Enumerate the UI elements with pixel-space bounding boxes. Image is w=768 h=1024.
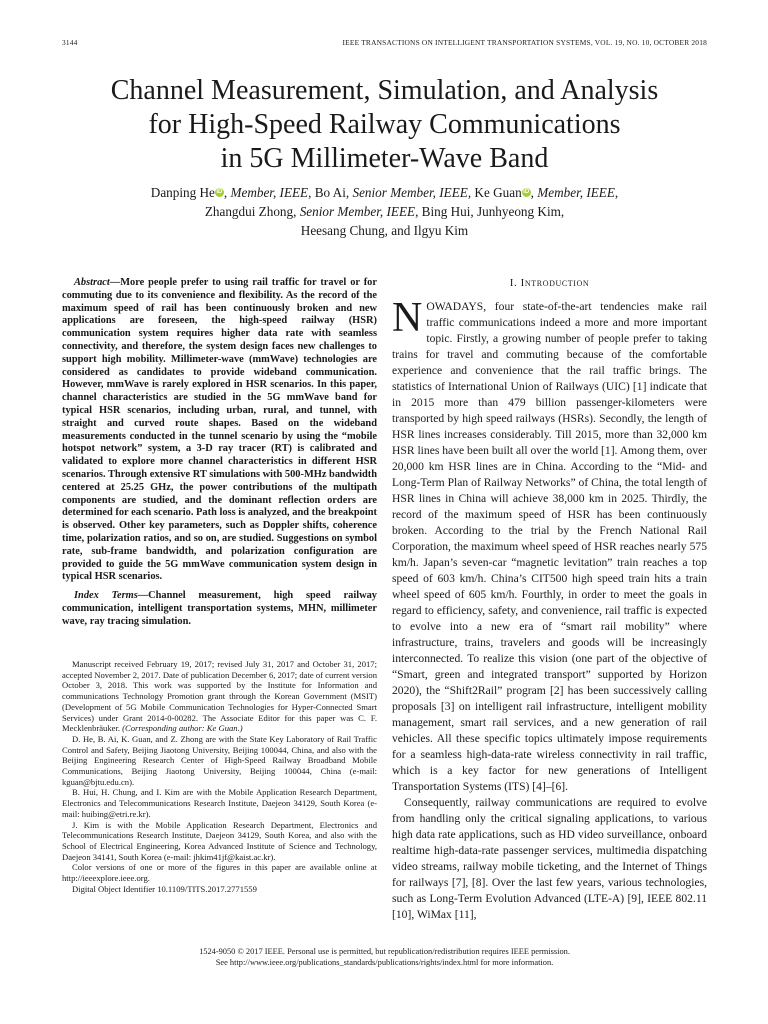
- footnote-affiliation: D. He, B. Ai, K. Guan, and Z. Zhong are with the State Key Laboratory of Rail Traffic Control and Safety, Beijing Jiaotong University, Beijing 100044, China, and also with the Beijing Engineering Research Center of High-Speed Railway Broadband Mobile Communications, Beijing Jiaotong University, Beijing 100044, China (e-mail: kguan@bjtu.edu.cn).: [62, 733, 377, 787]
- author-name: Zhangdui Zhong: [204, 204, 294, 219]
- abstract-label: Abstract: [74, 277, 110, 288]
- footnote-affiliation: B. Hui, H. Chung, and I. Kim are with the Mobile Application Research Department, Electronics and Telecommunications Research Institute, Daejeon 34129, South Korea (e-mail: huibing@etri.re.kr).: [62, 787, 377, 819]
- author-name: Bo Ai: [314, 185, 346, 200]
- corresponding-author: (Corresponding author: Ke Guan.): [122, 723, 243, 734]
- intro-paragraph-2: Consequently, railway communications are required to evolve from handling only the critical signaling applications, to various high data rate applications, such as HD video surveillance, onboard realtime high-data-rate passenger services, multimedia dispatching video streams, railway mobile ticketing, and the Internet of Things for railways [7], [8]. Over the last few years, various technologies, such as Long-Term Evolution Advanced (LTE-A) [9], IEEE 802.11 [10], WiMax [11],: [392, 796, 707, 921]
- author-role: Senior Member, IEEE: [352, 185, 468, 200]
- left-column: [62, 277, 377, 629]
- copyright-notice: [62, 946, 707, 968]
- abstract-text: More people prefer to using rail traffic for travel or for commuting due to its convenience and flexibility. As the record of the maximum speed of rail has been continuously broken and new applications are foreseen, the high-speed railway (HSR) communication system requires higher data rate with seamless connectivity, and therefore, the system design faces new challenges to support high mobility. Millimeter-wave (mmWave) technologies are considered as candidates to provide wideband communication. However, mmWave is rarely explored in HSR scenarios. In this paper, channel characteristics are studied in the 5G mmWave band for typical HSR scenarios, including urban, rural, and tunnel, with straight and curved route shapes. Based on the wideband measurements conducted in the tunnel scenario by using the “mobile hotspot network” system, a 3-D ray tracer (RT) is calibrated and validated to explore more channel characteristics in different HSR scenarios. Through extensive RT simulations with 500-MHz bandwidth centered at 25.25 GHz, the power contributions of the multipath components are studied, and the dominant reflection orders are determined for each scenario. Path loss is analyzed, and the breakpoint is observed. Other key parameters, such as Doppler shifts, coherence time, polarization ratios, and so on, are studied. Suggestions on symbol rate, sub-frame bandwidth, and polarization configuration are provided to guide the 5G mmWave communication system design in typical HSR scenarios.: [62, 277, 377, 583]
- footnote-manuscript-text: Manuscript received February 19, 2017; revised July 31, 2017 and October 31, 2017; accepted November 2, 2017. Date of publication December 6, 2017; date of current version October 3, 2018. This work was supported by the Institute for Information and communications Technology Promotion grant through the Korean Government (MSIT) (Development of 5G Mobile Communication Technologies for Hyper-Connected Smart Services) under Grant 2014-0-00282. The Associate Editor for this paper was C. F. Mecklenbräuker.: [62, 659, 377, 734]
- footnote-doi: Digital Object Identifier 10.1109/TITS.2017.2771559: [72, 883, 257, 894]
- author-names: Heesang Chung, and Ilgyu Kim: [300, 223, 469, 238]
- abstract: [62, 277, 377, 584]
- paper-title: [62, 74, 707, 176]
- author-name: Danping He: [150, 185, 215, 200]
- section-title: Introduction: [520, 277, 590, 289]
- intro-paragraph-1: [392, 295, 707, 795]
- right-column: [392, 277, 707, 923]
- footnote-manuscript: [62, 659, 377, 734]
- author-names: Bing Hui, Junhyeong Kim,: [421, 204, 565, 219]
- intro-paragraph-1-text: four state-of-the-art tendencies make rail traffic communications indeed a more and more important topic. Firstly, a growing number of people prefer to taking trains for travel and commuting because of the comfortable experience and convenience that the rail traffic brings. The statistics of International Union of Railways (UIC) [1] indicate that in 2015 more than 479 billion passenger-kilometers were transported by high speed railways (HSRs). Secondly, the length of HSR lines increases considerably. Till 2015, more than 32,000 km HSR lines have been built all over the world [1]. Among them, over 20,000 km HSR lines are in China. According to the “Mid- and Long-Term Plan of Railway Networks” of China, the total length of HSR lines in China will achieve 38,000 km in 2025. Thirdly, the record of the maximum speed of HSR has been continuously broken. According to the trial by the French National Rail Corporation, the maximum wheel speed of HSR reaches nearly 575 km/h. Japan’s seven-car “magnetic levitation” train reaches a top speed of 603 km/h. China’s CIT500 high speed train hits a train wheel speed of 605 km/h. Fourthly, in order to meet the goals in regard to efficiency, safety, and convenience, rail traffic is expected to evolve into a new era of “smart rail mobility” where infrastructure, trains, travelers and goods will be increasingly interconnected. To realize this vision (one part of the objective of “Smart, green and integrated transport” supported by Horizon 2020), the “Shift2Rail” program [2] has been successively calling proposals [3] on intelligent rail infrastructure, intelligent mobility management, smart rail services, and a new generation of rail vehicles. All these specific topics ultimately impose requirements for a seamless high-data-rate wireless connectivity in rail traffic, which is a key factor for new generations of Intelligent Transportation Systems (ITS) [4]–[6].: [392, 300, 707, 793]
- footnote-color-figures: Color versions of one or more of the figures in this paper are available online at http://ieeexplore.ieee.org.: [62, 862, 377, 884]
- author-role: Senior Member, IEEE: [299, 204, 416, 219]
- title-line-1: Channel Measurement, Simulation, and Analysis: [110, 75, 659, 106]
- copyright-line-2: See http://www.ieee.org/publications_standards/publications/rights/index.html for more information.: [215, 958, 554, 967]
- index-terms-text: Channel measurement, high speed railway communication, intelligent transportation systems, MHN, millimeter wave, ray tracing simulation.: [62, 590, 377, 627]
- running-header: [62, 38, 707, 47]
- author-role: Member, IEEE: [537, 185, 615, 200]
- orcid-icon[interactable]: iD: [523, 189, 530, 195]
- drop-cap: N: [392, 295, 423, 341]
- title-line-2: for High-Speed Railway Communications: [148, 109, 621, 140]
- section-number: I.: [509, 277, 518, 289]
- copyright-line-1: 1524-9050 © 2017 IEEE. Personal use is permitted, but republication/redistribution requires IEEE permission.: [199, 947, 570, 956]
- journal-name: IEEE TRANSACTIONS ON INTELLIGENT TRANSPORTATION SYSTEMS, VOL. 19, NO. 10, OCTOBER 2018: [342, 38, 707, 47]
- index-terms-label: Index Terms: [74, 590, 138, 602]
- index-terms-dash: —: [137, 590, 149, 602]
- index-terms: [62, 590, 377, 628]
- section-heading-introduction: [392, 277, 707, 290]
- title-line-3: in 5G Millimeter-Wave Band: [220, 143, 549, 174]
- lead-word: OWADAYS,: [426, 300, 487, 313]
- page-number: 3144: [62, 38, 78, 47]
- abstract-dash: —: [109, 277, 121, 288]
- author-list: Danping He iD , Member, IEEE, Bo Ai, Senior Member, IEEE, Ke Guan iD , Member, IEEE, Zhangdui Zhong, Senior Member, IEEE, Bing Hui, Junhyeong Kim, Heesang Chung, and Ilgyu Kim: [150, 185, 619, 238]
- footnote-affiliation: J. Kim is with the Mobile Application Research Department, Electronics and Telecommunications Research Institute, Daejeon 34129, South Korea, and also with the School of Electrical Engineering, Korea Advanced Institute of Science and Technology, Daejeon 34141, South Korea (e-mail: jhkim41jf@kaist.ac.kr).: [62, 819, 377, 862]
- footnotes: [62, 659, 377, 894]
- orcid-icon[interactable]: iD: [216, 189, 223, 195]
- author-role: Member, IEEE: [230, 185, 309, 200]
- author-name: Ke Guan: [474, 185, 522, 200]
